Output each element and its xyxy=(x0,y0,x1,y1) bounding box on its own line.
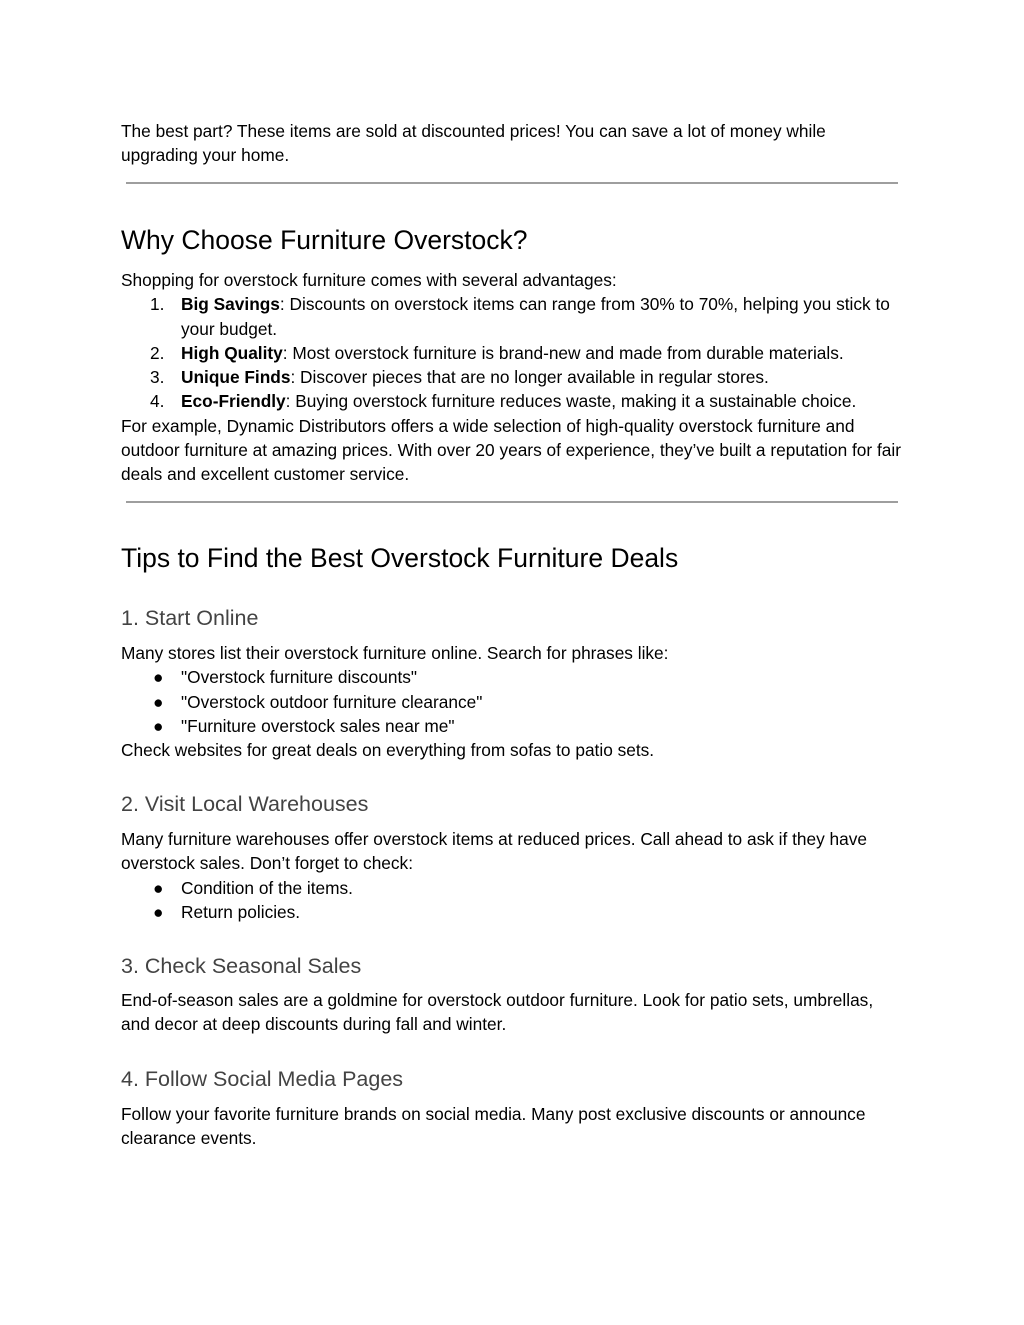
tip-seasonal xyxy=(121,952,905,980)
bullet-icon: ● xyxy=(153,691,164,712)
item-text: Condition of the items. xyxy=(181,877,353,898)
tip-lead: End-of-season sales are a goldmine for overstock outdoor furniture. Look for patio sets, umbrellas, and decor at deep discounts during fall and winter. xyxy=(121,990,874,1035)
item-text: "Furniture overstock sales near me" xyxy=(181,715,455,736)
why-example: For example, Dynamic Distributors offers a wide selection of high-quality overstock furniture and outdoor furniture at amazing prices. With over 20 years of experience, they’ve built a reputation for fair deals and excellent customer service. xyxy=(121,415,901,485)
divider-1 xyxy=(126,182,898,184)
item-title: Unique Finds xyxy=(181,367,291,388)
tip-lead: Many stores list their overstock furniture online. Search for phrases like: xyxy=(121,643,669,663)
tips-heading: Tips to Find the Best Overstock Furniture Deals xyxy=(121,543,679,573)
tip-social xyxy=(121,1065,905,1093)
item-text: : Buying overstock furniture reduces waste, making it a sustainable choice. xyxy=(285,391,857,412)
bullet-icon: ● xyxy=(153,877,164,898)
item-text: "Overstock outdoor furniture clearance" xyxy=(181,691,483,712)
why-body xyxy=(121,268,905,487)
item-title: Big Savings xyxy=(181,294,280,315)
tip-warehouses xyxy=(121,790,905,818)
list-number: 3. xyxy=(150,367,165,388)
list-item xyxy=(121,292,905,341)
list-item xyxy=(121,341,905,365)
list-item xyxy=(121,714,905,738)
tip-after: Check websites for great deals on everything from sofas to patio sets. xyxy=(121,740,655,761)
list-item xyxy=(121,665,905,689)
tip-heading: 1. Start Online xyxy=(121,606,259,630)
why-section xyxy=(121,224,905,256)
search-phrases-list xyxy=(121,665,905,738)
tip-lead: Follow your favorite furniture brands on social media. Many post exclusive discounts or announce clearance events. xyxy=(121,1104,866,1149)
intro-paragraph: The best part? These items are sold at discounted prices! You can save a lot of money while upgrading your home. xyxy=(121,121,826,166)
tip-lead: Many furniture warehouses offer overstock items at reduced prices. Call ahead to ask if they have overstock sales. Don’t forget to check: xyxy=(121,829,868,874)
item-title: High Quality xyxy=(181,342,283,363)
tip-heading: 2. Visit Local Warehouses xyxy=(121,792,369,816)
list-number: 2. xyxy=(150,342,165,363)
item-text: "Overstock furniture discounts" xyxy=(181,667,418,688)
why-lead: Shopping for overstock furniture comes with several advantages: xyxy=(121,270,617,290)
list-number: 1. xyxy=(150,294,165,315)
list-number: 4. xyxy=(150,391,165,412)
divider-2 xyxy=(126,501,898,503)
tip-heading: 4. Follow Social Media Pages xyxy=(121,1067,404,1091)
intro-section xyxy=(121,119,905,168)
tips-section xyxy=(121,542,905,574)
item-text: : Discounts on overstock items can range from 30% to 70%, helping you stick to your budget. xyxy=(181,294,890,339)
bullet-icon: ● xyxy=(153,667,164,688)
checklist xyxy=(121,876,905,925)
tip-warehouses-body xyxy=(121,827,905,924)
advantages-list xyxy=(121,292,905,413)
tip-social-body xyxy=(121,1102,905,1151)
why-heading: Why Choose Furniture Overstock? xyxy=(121,225,528,255)
list-item xyxy=(121,900,905,924)
item-text: : Most overstock furniture is brand-new and made from durable materials. xyxy=(282,342,844,363)
bullet-icon: ● xyxy=(153,901,164,922)
tip-start-online-body xyxy=(121,641,905,762)
tip-heading: 3. Check Seasonal Sales xyxy=(121,954,362,978)
item-text: Return policies. xyxy=(181,901,301,922)
item-text: : Discover pieces that are no longer available in regular stores. xyxy=(290,367,769,388)
tip-seasonal-body xyxy=(121,988,905,1037)
tip-start-online xyxy=(121,604,905,632)
list-item xyxy=(121,876,905,900)
bullet-icon: ● xyxy=(153,715,164,736)
list-item xyxy=(121,389,905,413)
list-item xyxy=(121,690,905,714)
item-title: Eco-Friendly xyxy=(181,391,286,412)
list-item xyxy=(121,365,905,389)
